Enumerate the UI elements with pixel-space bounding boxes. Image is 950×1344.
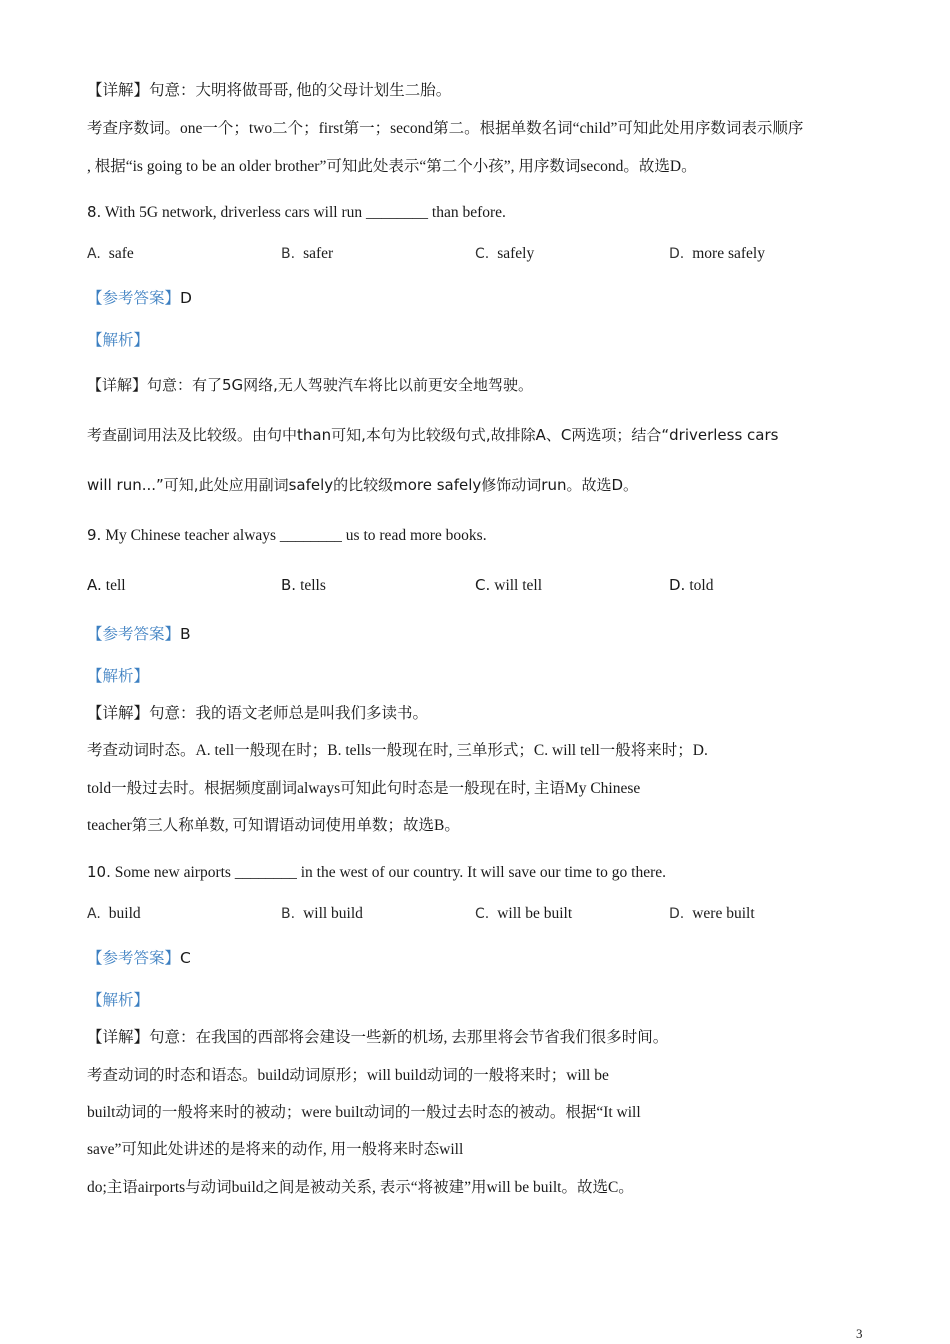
- q9-answer: [87, 624, 191, 644]
- q8-option-d: D. more safely: [669, 245, 765, 262]
- q8-answer-label: 【参考答案】: [87, 289, 181, 307]
- q10-explanation-line-3: save”可知此处讲述的是将来的动作, 用一般将来时态will: [87, 1141, 464, 1158]
- q10-stem: [87, 862, 666, 883]
- q8-analysis-label: 【解析】: [87, 331, 150, 349]
- q9-explanation-line-3: teacher第三人称单数, 可知谓语动词使用单数；故选B。: [87, 817, 460, 834]
- q8-explanation-line-1: 考查副词用法及比较级。由句中than可知,本句为比较级句式,故排除A、C两选项；结合“driverless cars: [87, 426, 779, 444]
- q9-option-b: B. tells: [281, 576, 326, 594]
- q8-answer-value: D: [180, 289, 192, 307]
- q8-number: 8.: [87, 203, 102, 221]
- q10-explanation-line-1: 考查动词的时态和语态。build动词原形；will build动词的一般将来时；will be: [87, 1067, 609, 1084]
- q9-explanation-line-1: 考查动词时态。A. tell一般现在时；B. tells一般现在时, 三单形式；C. will tell一般将来时；D.: [87, 742, 708, 759]
- q10-option-d: D. were built: [669, 905, 755, 922]
- q7-detail: 【详解】句意：大明将做哥哥, 他的父母计划生二胎。: [87, 82, 452, 99]
- q9-stem: [87, 525, 487, 546]
- q9-analysis-label: 【解析】: [87, 667, 150, 685]
- q10-explanation-line-2: built动词的一般将来时的被动；were built动词的一般过去时态的被动。根据“It will: [87, 1104, 641, 1121]
- q10-stem-text: Some new airports ________ in the west of our country. It will save our time to go there.: [114, 864, 667, 881]
- q8-explanation-line-2: will run...”可知,此处应用副词safely的比较级more safely修饰动词run。故选D。: [87, 476, 639, 494]
- q10-answer-value: C: [180, 949, 191, 967]
- q7-explanation-line-1: 考查序数词。one一个；two二个；first第一；second第二。根据单数名词“child”可知此处用序数词表示顺序: [87, 120, 804, 137]
- q8-detail: 【详解】句意：有了5G网络,无人驾驶汽车将比以前更安全地驾驶。: [87, 376, 533, 394]
- q7-explanation-line-2: , 根据“is going to be an older brother”可知此处表示“第二个小孩”, 用序数词second。故选D。: [87, 158, 697, 175]
- q9-explanation-line-2: told一般过去时。根据频度副词always可知此句时态是一般现在时, 主语My Chinese: [87, 780, 641, 797]
- q10-analysis-label: 【解析】: [87, 991, 150, 1009]
- q10-answer: [87, 948, 191, 968]
- q9-number: 9.: [87, 526, 102, 544]
- q8-option-b: B. safer: [281, 245, 334, 262]
- q8-stem-text: With 5G network, driverless cars will run ________ than before.: [104, 204, 506, 221]
- q10-detail: 【详解】句意：在我国的西部将会建设一些新的机场, 去那里将会节省我们很多时间。: [87, 1029, 669, 1046]
- q9-option-d: D. told: [669, 576, 714, 594]
- q9-answer-value: B: [180, 625, 191, 643]
- q10-explanation-line-4: do;主语airports与动词build之间是被动关系, 表示“将被建”用will be built。故选C。: [87, 1179, 634, 1196]
- q8-stem: [87, 202, 506, 223]
- q10-number: 10.: [87, 863, 111, 881]
- q8-option-c: C. safely: [475, 245, 535, 262]
- q10-answer-label: 【参考答案】: [87, 949, 181, 967]
- q9-option-a: A. tell: [87, 576, 126, 594]
- q9-stem-text: My Chinese teacher always ________ us to read more books.: [105, 527, 487, 544]
- q9-detail: 【详解】句意：我的语文老师总是叫我们多读书。: [87, 705, 429, 722]
- q9-option-c: C. will tell: [475, 576, 543, 594]
- q8-answer: [87, 288, 192, 308]
- q10-option-a: A. build: [87, 905, 141, 922]
- q10-option-c: C. will be built: [475, 905, 573, 922]
- page-number: 3: [856, 1326, 863, 1341]
- q10-option-b: B. will build: [281, 905, 363, 922]
- q8-option-a: A. safe: [87, 245, 134, 262]
- q9-answer-label: 【参考答案】: [87, 625, 181, 643]
